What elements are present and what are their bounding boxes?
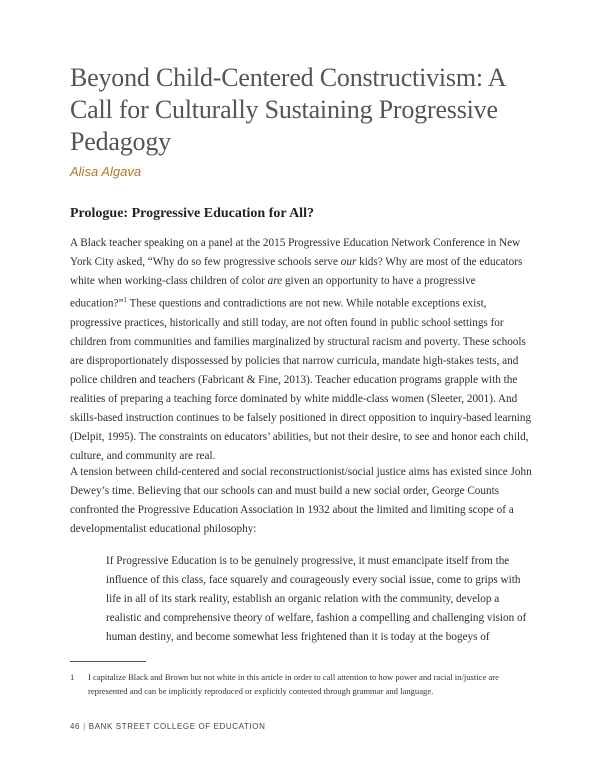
p1-emphasis-are: are	[267, 275, 283, 287]
footnote-marker: 1	[123, 296, 127, 304]
footnote-number: 1	[70, 672, 75, 682]
body-paragraph-1	[70, 234, 534, 466]
publication-name: BANK STREET COLLEGE OF EDUCATION	[88, 722, 266, 731]
section-heading: Prologue: Progressive Education for All?	[70, 206, 314, 221]
footer-separator: |	[83, 722, 86, 731]
p1-text-a: A Black teacher speaking on a panel at the 2015 Progressive Education Network Conference in New York City asked, “Why do so few progressive schools serve	[70, 237, 521, 268]
article-title: Beyond Child-Centered Constructivism: A Call for Culturally Sustaining Progressive Pedagogy	[70, 63, 505, 156]
p1-text-c: given an opportunity to have a progressive education?”	[70, 275, 476, 310]
block-quote: If Progressive Education is to be genuinely progressive, it must emancipate itself from the influence of this class, face squarely and courageously every social issue, come to grips with life in all of its stark reality, establish an organic relation with the community, develop a realistic and comprehensive theory of welfare, fashion a compelling and challenging vision of human destiny, and become somewhat less frightened than it is today at the bogeys of	[106, 555, 527, 643]
footnote-text: I capitalize Black and Brown but not white in this article in order to call attention to how power and racial in/justice are represented and can be implicitly reproduced or explicitly contested through grammar and language.	[88, 672, 499, 696]
footnote-divider	[70, 661, 146, 662]
page-footer	[70, 722, 266, 731]
footnote	[70, 670, 540, 698]
p1-text-b: kids? Why are most of the educators white when working-class children of color	[70, 256, 523, 287]
page-number: 46	[70, 722, 81, 731]
p1-text-d: These questions and contradictions are not new. While notable exceptions exist, progressive practices, historically and still today, are not often found in public school settings for children from communities and families marginalized by structural racism and poverty. These schools are disproportionately dispossessed by policies that narrow curricula, mandate high-stakes tests, and police children and teachers (Fabricant & Fine, 2013). Teacher education programs grapple with the realities of preparing a teaching force dominated by white middle-class women (Sleeter, 2001). And skills-based instruction continues to be falsely positioned in direct opposition to inquiry-based learning (Delpit, 1995). The constraints on educators’ abilities, but not their desire, to see and honor each child, culture, and community are real.	[70, 297, 532, 462]
article-author: Alisa Algava	[70, 164, 142, 179]
body-paragraph-2: A tension between child-centered and social reconstructionist/social justice aims has existed since John Dewey’s time. Believing that our schools can and must build a new social order, George Counts confronted the Progressive Education Association in 1932 about the limited and limiting scope of a developmentalist educational philosophy:	[70, 466, 532, 535]
p1-emphasis-our: our	[340, 256, 357, 268]
